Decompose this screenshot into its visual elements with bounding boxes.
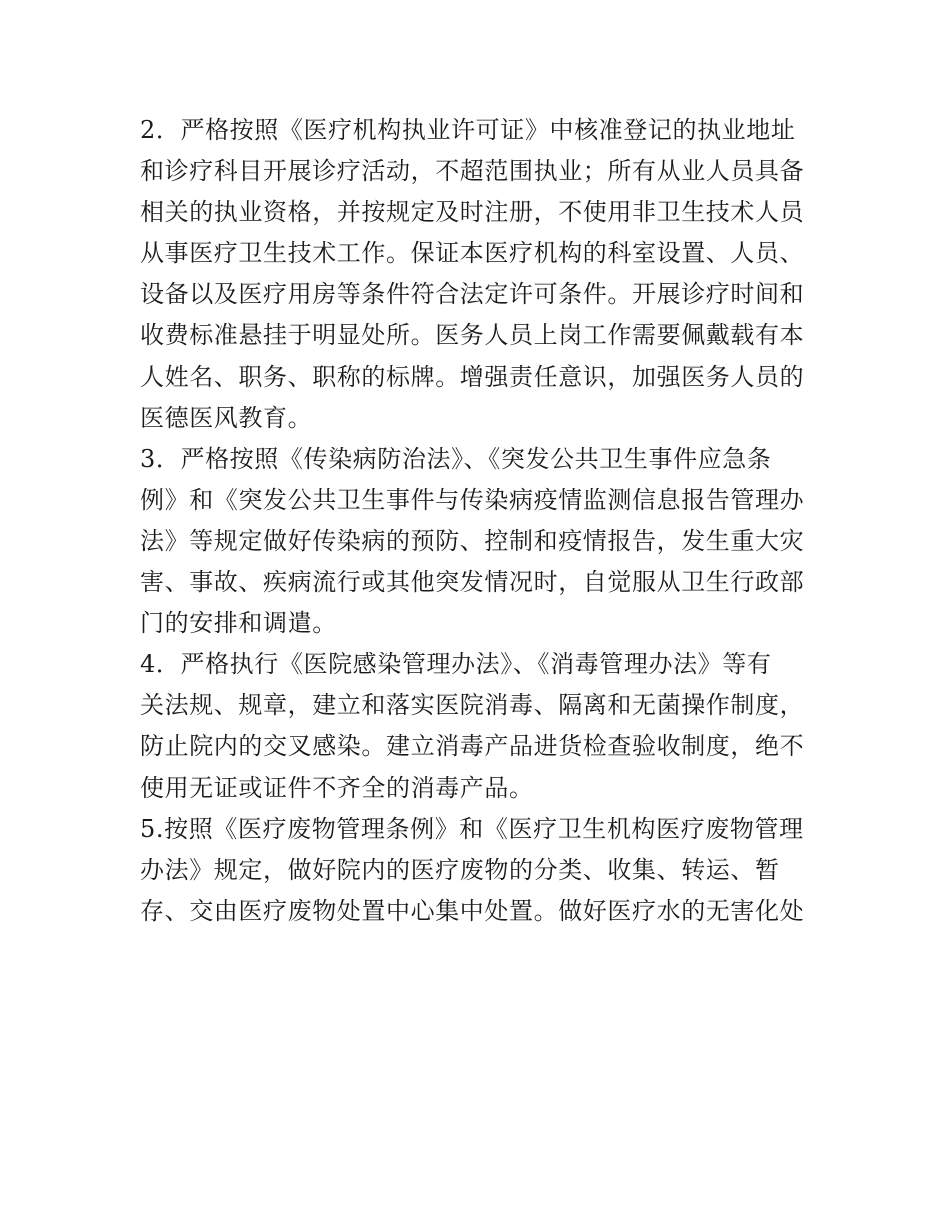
text-line: 收费标准悬挂于明显处所。医务人员上岗工作需要佩戴载有本 (140, 321, 805, 350)
text-line: 设备以及医疗用房等条件符合法定许可条件。开展诊疗时间和 (140, 280, 805, 309)
text-line: 使用无证或证件不齐全的消毒产品。 (140, 773, 534, 802)
text-line: 防止院内的交叉感染。建立消毒产品进货检查验收制度，绝不 (140, 732, 805, 761)
text-line: 医德医风教育。 (140, 403, 313, 432)
text-line: 人姓名、职务、职称的标牌。增强责任意识，加强医务人员的 (140, 362, 805, 391)
text-line: 5.按照《医疗废物管理条例》和《医疗卫生机构医疗废物管理 (140, 814, 804, 843)
text-line: 害、事故、疾病流行或其他突发情况时，自觉服从卫生行政部 (140, 568, 805, 597)
text-line: 法》等规定做好传染病的预防、控制和疫情报告，发生重大灾 (140, 526, 805, 555)
text-line: 4．严格执行《医院感染管理办法》、《消毒管理办法》等有 (140, 650, 772, 679)
text-line: 从事医疗卫生技术工作。保证本医疗机构的科室设置、人员、 (140, 239, 805, 268)
text-line: 3．严格按照《传染病防治法》、《突发公共卫生事件应急条 (140, 444, 772, 473)
document-body (140, 110, 820, 932)
text-line: 例》和《突发公共卫生事件与传染病疫情监测信息报告管理办 (140, 485, 805, 514)
text-line: 和诊疗科目开展诊疗活动，不超范围执业；所有从业人员具备 (140, 157, 805, 186)
text-line: 办法》规定，做好院内的医疗废物的分类、收集、转运、暂 (140, 855, 780, 884)
text-line: 存、交由医疗废物处置中心集中处置。做好医疗水的无害化处 (140, 896, 805, 925)
text-line: 相关的执业资格，并按规定及时注册，不使用非卫生技术人员 (140, 198, 805, 227)
text-line: 2．严格按照《医疗机构执业许可证》中核准登记的执业地址 (140, 116, 796, 144)
text-line: 关法规、规章，建立和落实医院消毒、隔离和无菌操作制度， (140, 691, 805, 720)
text-line: 门的安排和调遣。 (140, 609, 337, 638)
